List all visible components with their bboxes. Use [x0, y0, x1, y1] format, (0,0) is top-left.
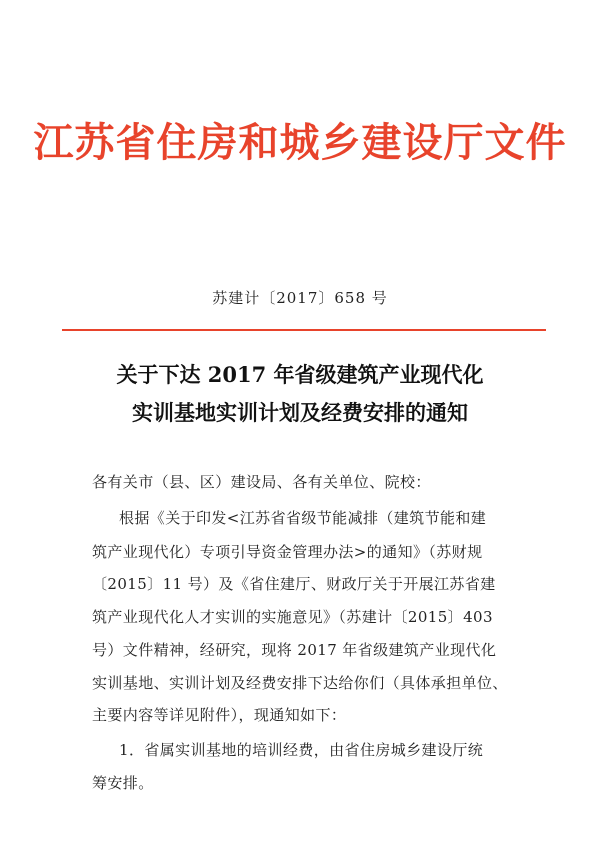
notice-title-line-2: 实训基地实训计划及经费安排的通知 — [132, 400, 468, 425]
body-line: 筑产业现代化）专项引导资金管理办法>的通知》（苏财规 — [92, 543, 483, 561]
body-line: 〔2015〕11 号）及《省住建厅、财政厅关于开展江苏省建 — [92, 575, 496, 593]
body-line: 1．省属实训基地的培训经费，由省住房城乡建设厅统 — [119, 741, 484, 759]
salutation: 各有关市（县、区）建设局、各有关单位、院校： — [92, 473, 431, 491]
notice-title-line-1: 关于下达 2017 年省级建筑产业现代化 — [116, 362, 484, 387]
masthead-title: 江苏省住房和城乡建设厅文件 — [33, 119, 567, 166]
body-line: 筹安排。 — [92, 774, 154, 792]
body-line: 实训基地、实训计划及经费安排下达给你们（具体承担单位、 — [92, 674, 508, 692]
body-line: 筑产业现代化人才实训的实施意见》（苏建计〔2015〕403 — [92, 608, 493, 626]
body-line: 主要内容等详见附件），现通知如下： — [92, 706, 347, 724]
body-line: 号）文件精神，经研究，现将 2017 年省级建筑产业现代化 — [92, 641, 497, 659]
document-number: 苏建计〔2017〕658 号 — [212, 289, 388, 307]
red-divider-line — [62, 329, 546, 331]
body-line: 根据《关于印发<江苏省省级节能减排（建筑节能和建 — [119, 509, 487, 527]
